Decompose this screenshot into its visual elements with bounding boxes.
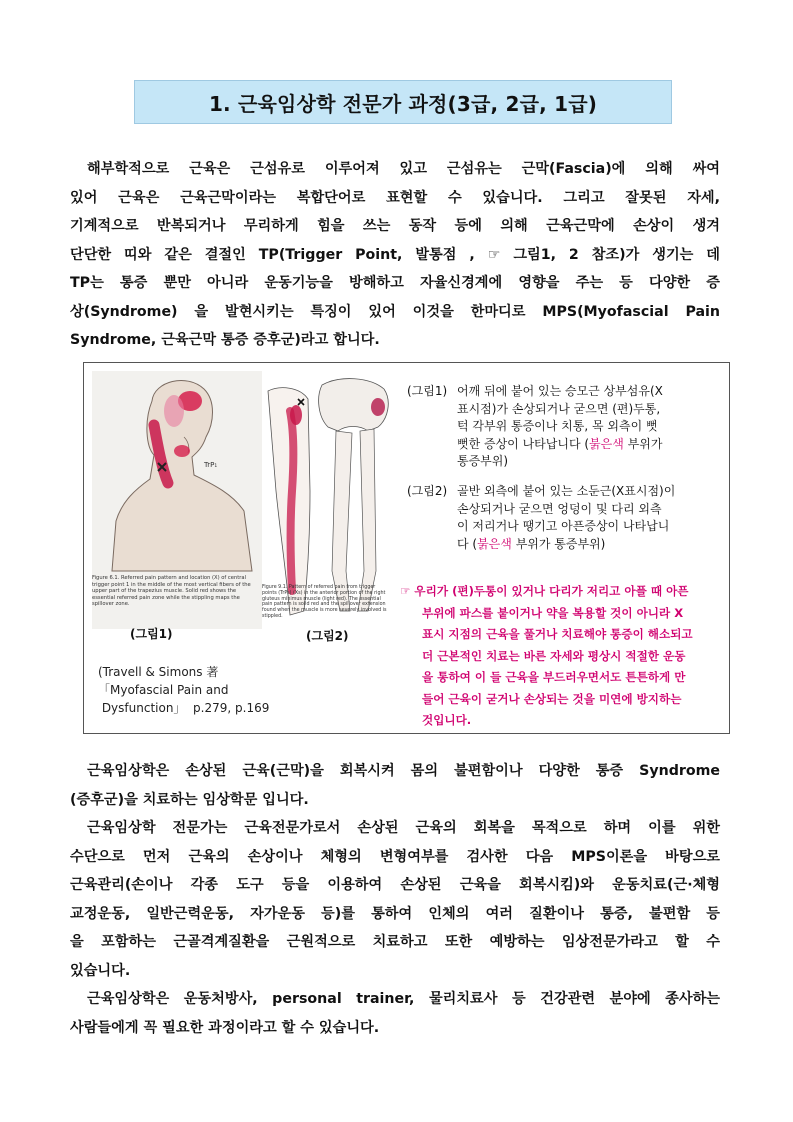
note1-red-text: 붉은색 <box>589 436 624 451</box>
body-line: 교정운동, 일반근력운동, 자가운동 등)를 통하여 인체의 여러 질환이나 통증, 불편함 등 <box>70 905 720 922</box>
warning-line: ☞ 우리가 (편)두통이 있거나 다리가 저리고 아플 때 아픈 <box>400 584 689 598</box>
note1-last-line: 통증부위) <box>457 454 509 468</box>
note2-line: 골반 외측에 붙어 있는 소둔근(X표시점)이 <box>457 484 676 498</box>
warning-line: 표시 지점의 근육을 풀거나 치료해야 통증이 해소되고 <box>422 627 693 641</box>
body-line: 근육임상학은 손상된 근육(근막)을 회복시켜 몸의 불편함이나 다양한 통증 Syndrome <box>87 763 720 779</box>
note2-last-pre: 다 ( <box>457 536 478 551</box>
body-line: (증후군)을 치료하는 임상학문 입니다. <box>70 791 309 808</box>
note1-line: 어깨 뒤에 붙어 있는 승모근 상부섬유(X <box>457 384 663 398</box>
source-line: (Travell & Simons 著 <box>98 665 219 679</box>
figure-source <box>98 663 269 717</box>
warning-line: 부위에 파스를 붙이거나 약을 복용할 것이 아니라 X <box>422 605 684 620</box>
intro-line: Syndrome, 근육근막 통증 증후군)라고 합니다. <box>70 332 380 348</box>
note1-head: (그림1) <box>407 384 448 398</box>
warning-note <box>400 581 724 732</box>
intro-line: 기계적으로 반복되거나 무리하게 힘을 쓰는 동작 등에 의해 근육근막에 손상이 생겨 <box>70 218 720 234</box>
note1-tail: 부위가 <box>623 436 663 451</box>
body-line: 수단으로 먼저 근육의 손상이나 체형의 변형여부를 검사한 다음 MPS이론을 바탕으로 <box>70 848 720 865</box>
intro-line: 상(Syndrome) 을 발현시키는 특징이 있어 이것을 한마디로 MPS(Myofascial Pain <box>70 303 720 320</box>
warning-line: 을 통하여 이 들 근육을 부드러우면서도 튼튼하게 만 <box>422 670 686 684</box>
figure-panel <box>83 362 730 734</box>
intro-line: 해부학적으로 근육은 근섬유로 이루어져 있고 근섬유는 근막(Fascia)에 의해 싸여 <box>87 161 720 177</box>
body-line: 사람들에게 꼭 필요한 과정이라고 할 수 있습니다. <box>70 1019 380 1036</box>
note2-line4 <box>457 536 719 554</box>
note1-line: 표시점)가 손상되거나 굳으면 (편)두통, <box>457 401 661 416</box>
figure2-label: (그림2) <box>306 629 349 643</box>
intro-line: 단단한 띠와 같은 결절인 TP(Trigger Point, 발통점 , ☞ 그림1, 2 참조)가 생기는 데 <box>70 246 720 263</box>
section-title-box <box>134 80 672 124</box>
figure2-caption: Figure 9.1. Pattern of referred pain from trigger points (TrPs) (Xs) in the anterior portion of the right gluteus minimus muscle (light red). The essential pain pattern is solid red and the spillover extension found when the muscle is more severely involved is stippled. <box>262 585 387 619</box>
note1-line4 <box>457 436 719 454</box>
warning-line: 들어 근육이 굳거나 손상되는 것을 미연에 방지하는 <box>422 691 682 706</box>
intro-line: 있어 근육은 근육근막이라는 복합단어로 표현할 수 있습니다. 그리고 잘못된 자세, <box>70 189 720 206</box>
body-line: 근육임상학은 운동처방사, personal trainer, 물리치료사 등 건강관련 분야에 종사하는 <box>87 991 720 1007</box>
note2-red-text: 붉은색 <box>477 536 512 551</box>
note2-head: (그림2) <box>407 484 448 498</box>
warning-line: 것입니다. <box>422 713 472 727</box>
figure1-label: (그림1) <box>130 627 173 641</box>
source-line: 「Myofascial Pain and <box>98 683 229 697</box>
body-line: 있습니다. <box>70 962 131 979</box>
note2-last-post: 부위가 통증부위) <box>511 536 606 551</box>
body-line: 을 포함하는 근골격계질환을 근원적으로 치료하고 또한 예방하는 임상전문가라고 할 수 <box>70 934 720 950</box>
section-title: 1. 근육임상학 전문가 과정(3급, 2급, 1급) <box>208 91 598 116</box>
note1-line: 턱 각부위 통증이나 치통, 목 외측이 뻣 <box>457 419 658 433</box>
figure1-note <box>407 383 725 468</box>
warning-line: 더 근본적인 치료는 바른 자세와 평상시 적절한 운동 <box>422 648 686 663</box>
figure2-note <box>407 483 725 555</box>
note2-line: 손상되거나 굳으면 엉덩이 및 다리 외측 <box>457 501 662 516</box>
body-line: 근육관리(손이나 각종 도구 등을 이용하여 손상된 근육을 회복시킴)와 운동치료(근·체형 <box>70 877 720 893</box>
body-line: 근육임상학 전문가는 근육전문가로서 손상된 근육의 회복을 목적으로 하며 이를 위한 <box>87 820 720 836</box>
figure1-caption: Figure 6.1. Referred pain pattern and location (X) of central trigger point 1 in the middle of the most vertical fibers of the upper part of the trapezius muscle. Solid red shows the essential referred pain zone while the stippling maps the spillover zone. <box>92 575 251 607</box>
intro-line: TP는 통증 뿐만 아니라 운동기능을 방해하고 자율신경계에 영향을 주는 등 다양한 증 <box>70 275 720 291</box>
body-paragraphs <box>70 757 720 1042</box>
trp-label: TrP₁ <box>204 461 218 469</box>
note2-line: 이 저리거나 땡기고 아픈증상이 나타납니 <box>457 519 670 533</box>
intro-paragraph <box>70 155 720 355</box>
source-line: Dysfunction」 p.279, p.169 <box>98 701 270 715</box>
note1-line: 뻣한 증상이 나타납니다 ( <box>457 436 590 451</box>
